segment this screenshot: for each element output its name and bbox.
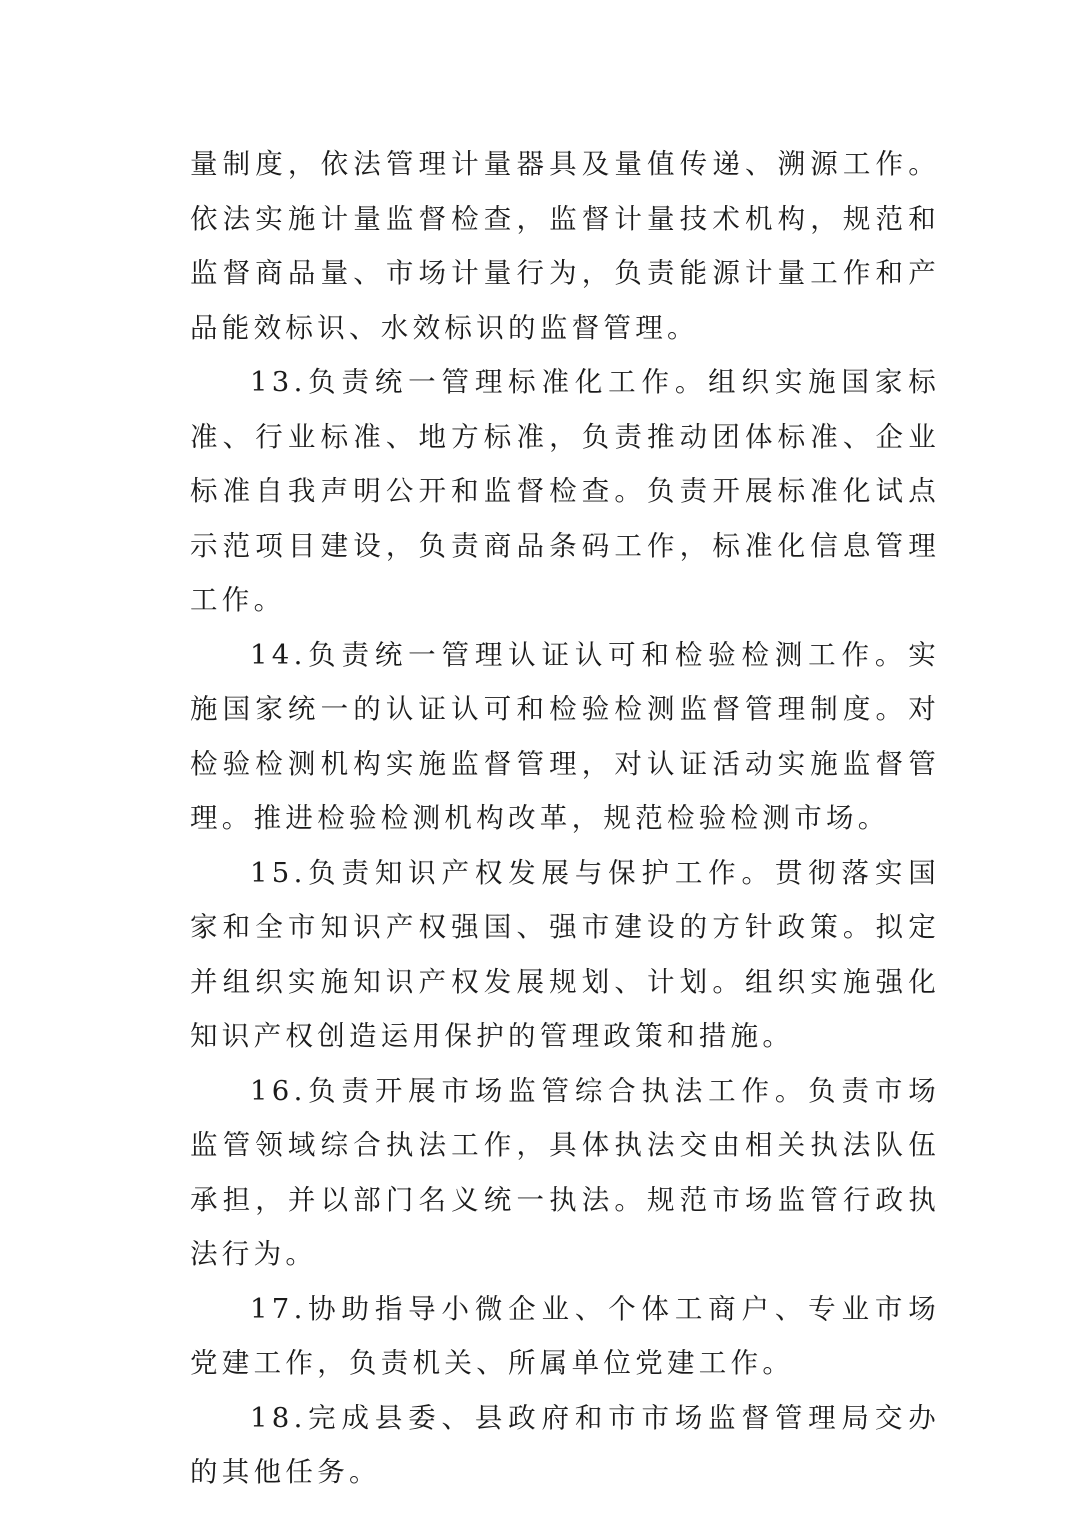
paragraph-item-14: 14.负责统一管理认证认可和检验检测工作。实施国家统一的认证认可和检验检测监督管理制度。对检验检测机构实施监督管理，对认证活动实施监督管理。推进检验检测机构改革，规范检验检测市场。 bbox=[190, 638, 940, 834]
paragraph-item-17: 17.协助指导小微企业、个体工商户、专业市场党建工作，负责机关、所属单位党建工作。 bbox=[190, 1292, 940, 1379]
paragraph-item-12-continued: 量制度，依法管理计量器具及量值传递、溯源工作。依法实施计量监督检查，监督计量技术机构，规范和监督商品量、市场计量行为，负责能源计量工作和产品能效标识、水效标识的监督管理。 bbox=[190, 148, 940, 344]
paragraph-item-18: 18.完成县委、县政府和市市场监督管理局交办的其他任务。 bbox=[190, 1401, 940, 1488]
document-body bbox=[190, 137, 940, 1500]
paragraph-item-16: 16.负责开展市场监管综合执法工作。负责市场监管领域综合执法工作，具体执法交由相关执法队伍承担，并以部门名义统一执法。规范市场监管行政执法行为。 bbox=[190, 1074, 940, 1270]
paragraph-item-15: 15.负责知识产权发展与保护工作。贯彻落实国家和全市知识产权强国、强市建设的方针政策。拟定并组织实施知识产权发展规划、计划。组织实施强化知识产权创造运用保护的管理政策和措施。 bbox=[190, 856, 940, 1052]
paragraph-item-13: 13.负责统一管理标准化工作。组织实施国家标准、行业标准、地方标准，负责推动团体标准、企业标准自我声明公开和监督检查。负责开展标准化试点示范项目建设，负责商品条码工作，标准化信息管理工作。 bbox=[190, 366, 940, 616]
